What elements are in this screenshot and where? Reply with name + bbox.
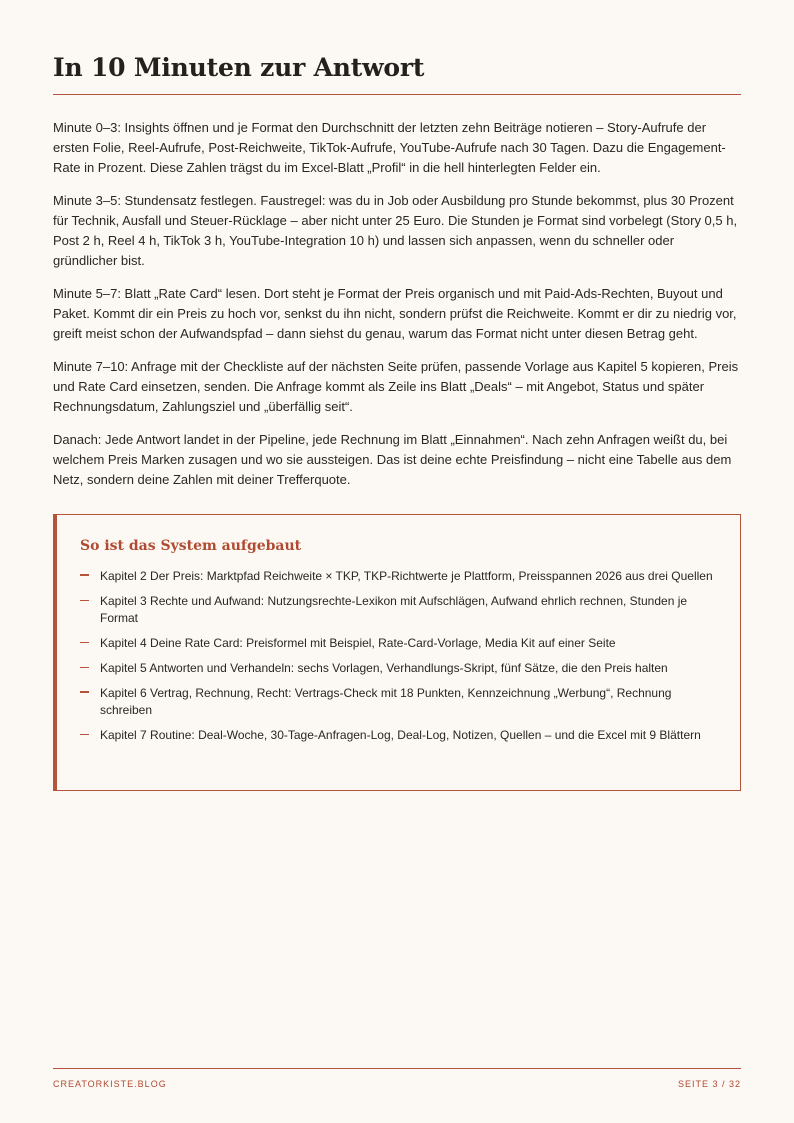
paragraph-minute-7-10: Minute 7–10: Anfrage mit der Checkliste auf der nächsten Seite prüfen, passende Vorlage aus Kapitel 5 kopieren, Preis und Rate Card einsetzen, senden. Die Anfrage kommt als Zeile ins Blatt „Deals“ – mit Angebot, Status und später Rechnungsdatum, Zahlungsziel und „überfällig seit“. — [53, 359, 739, 414]
list-item-text: Kapitel 7 Routine: Deal-Woche, 30-Tage-Anfragen-Log, Deal-Log, Notizen, Quellen – und die Excel mit 9 Blättern — [100, 728, 701, 742]
chapter-list — [80, 568, 720, 752]
list-item — [80, 568, 720, 585]
page-title: In 10 Minuten zur Antwort — [53, 53, 425, 82]
paragraph-minute-5-7: Minute 5–7: Blatt „Rate Card“ lesen. Dort steht je Format der Preis organisch und mit Paid-Ads-Rechten, Buyout und Paket. Kommt dir ein Preis zu hoch vor, senkst du ihn nicht, sondern prüfst die Reichweite. Kommt er dir zu niedrig vor, greift meist schon der Aufwandspfad – dann siehst du genau, warum das Format nicht unter diesen Betrag geht. — [53, 286, 737, 341]
paragraph-danach: Danach: Jede Antwort landet in der Pipeline, jede Rechnung im Blatt „Einnahmen“. Nach zehn Anfragen weißt du, bei welchem Preis Marken zusagen und wo sie aussteigen. Das ist deine echte Preisfindung – nicht eine Tabelle aus dem Netz, sondern deine Zahlen mit deiner Trefferquote. — [53, 432, 732, 487]
body-text — [53, 118, 741, 503]
footer-site: CREATORKISTE.BLOG — [53, 1079, 167, 1089]
list-item-text: Kapitel 5 Antworten und Verhandeln: sechs Vorlagen, Verhandlungs-Skript, fünf Sätze, die den Preis halten — [100, 661, 668, 675]
list-item-text: Kapitel 3 Rechte und Aufwand: Nutzungsrechte-Lexikon mit Aufschlägen, Aufwand ehrlich rechnen, Stunden je Format — [100, 594, 688, 625]
footer-divider — [53, 1068, 741, 1069]
system-box-title: So ist das System aufgebaut — [80, 538, 302, 554]
dash-bullet-icon — [80, 667, 89, 668]
system-overview-box — [53, 514, 741, 791]
list-item — [80, 593, 720, 627]
list-item-text: Kapitel 6 Vertrag, Rechnung, Recht: Vertrags-Check mit 18 Punkten, Kennzeichnung „Werbung“, Rechnung schreiben — [100, 686, 672, 717]
dash-bullet-icon — [80, 691, 89, 693]
dash-bullet-icon — [80, 734, 89, 735]
dash-bullet-icon — [80, 574, 89, 576]
list-item — [80, 685, 720, 719]
dash-bullet-icon — [80, 642, 89, 643]
page — [53, 0, 741, 1123]
title-divider — [53, 94, 741, 95]
list-item — [80, 635, 720, 652]
paragraph-minute-0-3: Minute 0–3: Insights öffnen und je Format den Durchschnitt der letzten zehn Beiträge notieren – Story-Aufrufe der ersten Folie, Reel-Aufrufe, Post-Reichweite, TikTok-Aufrufe, YouTube-Aufrufe nach 30 Tagen. Dazu die Engagement-Rate in Prozent. Diese Zahlen trägst du im Excel-Blatt „Profil“ in die hell hinterlegten Felder ein. — [53, 120, 726, 175]
dash-bullet-icon — [80, 600, 89, 601]
list-item-text: Kapitel 4 Deine Rate Card: Preisformel mit Beispiel, Rate-Card-Vorlage, Media Kit auf einer Seite — [100, 636, 616, 650]
footer-page-number: SEITE 3 / 32 — [677, 1079, 741, 1089]
list-item — [80, 660, 720, 677]
list-item — [80, 727, 720, 744]
list-item-text: Kapitel 2 Der Preis: Marktpfad Reichweite × TKP, TKP-Richtwerte je Plattform, Preisspannen 2026 aus drei Quellen — [100, 569, 713, 583]
paragraph-minute-3-5: Minute 3–5: Stundensatz festlegen. Faustregel: was du in Job oder Ausbildung pro Stunde bekommst, plus 30 Prozent für Technik, Ausfall und Steuer-Rücklage – aber nicht unter 25 Euro. Die Stunden je Format sind vorbelegt (Story 0,5 h, Post 2 h, Reel 4 h, TikTok 3 h, YouTube-Integration 10 h) und lassen sich anpassen, wenn du schneller oder gründlicher bist. — [53, 193, 738, 268]
